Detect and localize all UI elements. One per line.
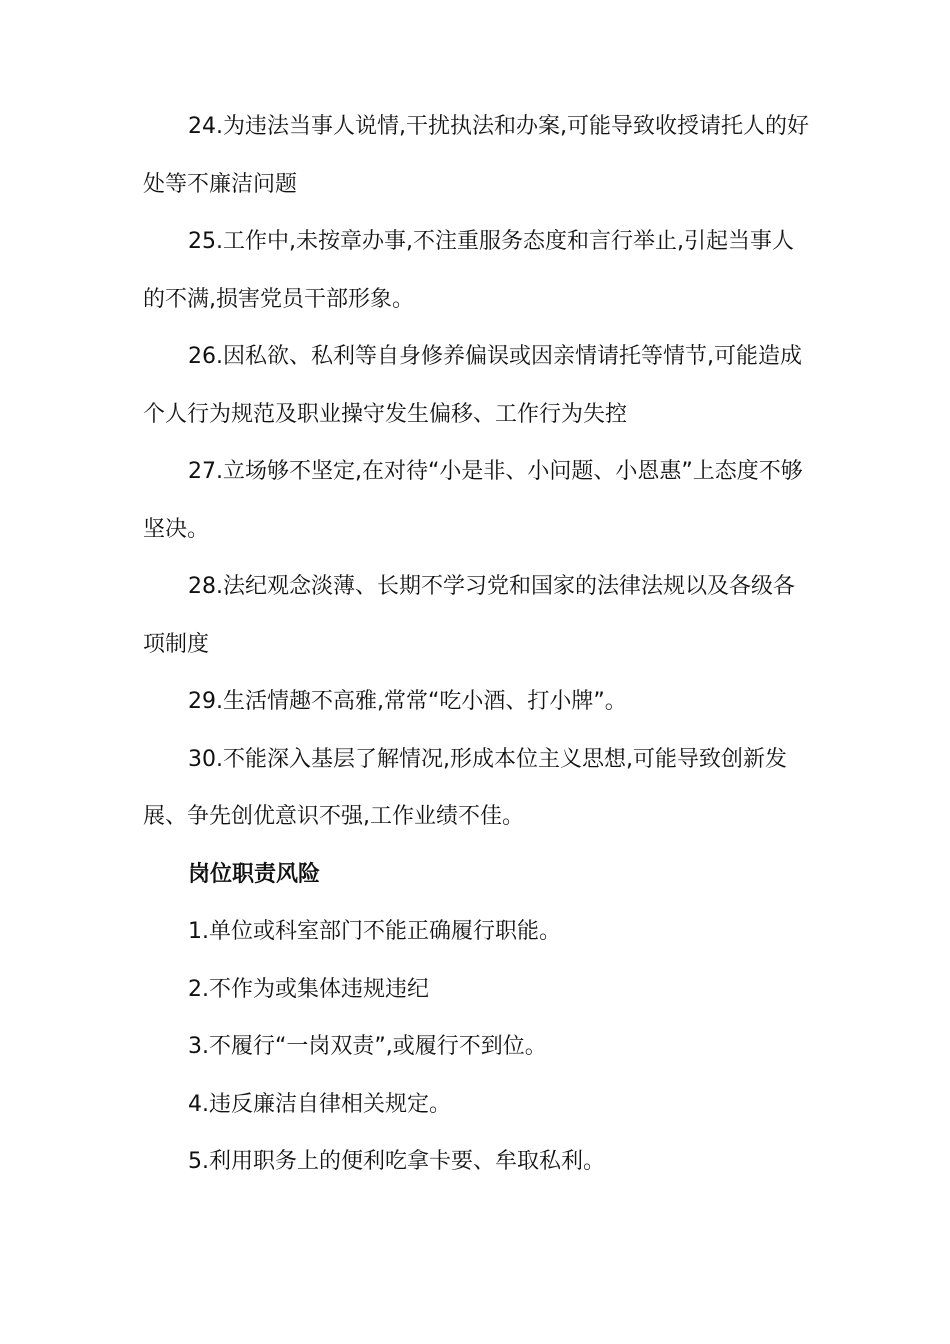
section-item-3: 3.不履行“一岗双责”,或履行不到位。 (188, 1034, 547, 1059)
paragraph-30: 30.不能深入基层了解情况,形成本位主义思想,可能导致创新发展、争先创优意识不强,工作业绩不佳。 (143, 746, 787, 829)
paragraph-28: 28.法纪观念淡薄、长期不学习党和国家的法律法规以及各级各项制度 (143, 574, 795, 657)
document-body (143, 98, 813, 1191)
section-item-5: 5.利用职务上的便利吃拿卡要、牟取私利。 (188, 1149, 605, 1174)
section-item-4: 4.违反廉洁自律相关规定。 (188, 1091, 451, 1117)
paragraph-29: 29.生活情趣不高雅,常常“吃小酒、打小牌”。 (188, 689, 627, 714)
paragraph-25: 25.工作中,未按章办事,不注重服务态度和言行举止,引起当事人的不满,损害党员干部形象。 (143, 229, 794, 312)
paragraph-26: 26.因私欲、私利等自身修养偏误或因亲情请托等情节,可能造成个人行为规范及职业操守发生偏移、工作行为失控 (143, 344, 802, 427)
section-heading: 岗位职责风险 (188, 861, 321, 887)
paragraph-27: 27.立场够不坚定,在对待“小是非、小问题、小恩惠”上态度不够坚决。 (143, 459, 803, 542)
paragraph-24: 24.为违法当事人说情,干扰执法和办案,可能导致收授请托人的好处等不廉洁问题 (143, 114, 809, 197)
section-item-2: 2.不作为或集体违规违纪 (188, 976, 429, 1002)
section-item-1: 1.单位或科室部门不能正确履行职能。 (188, 919, 561, 944)
